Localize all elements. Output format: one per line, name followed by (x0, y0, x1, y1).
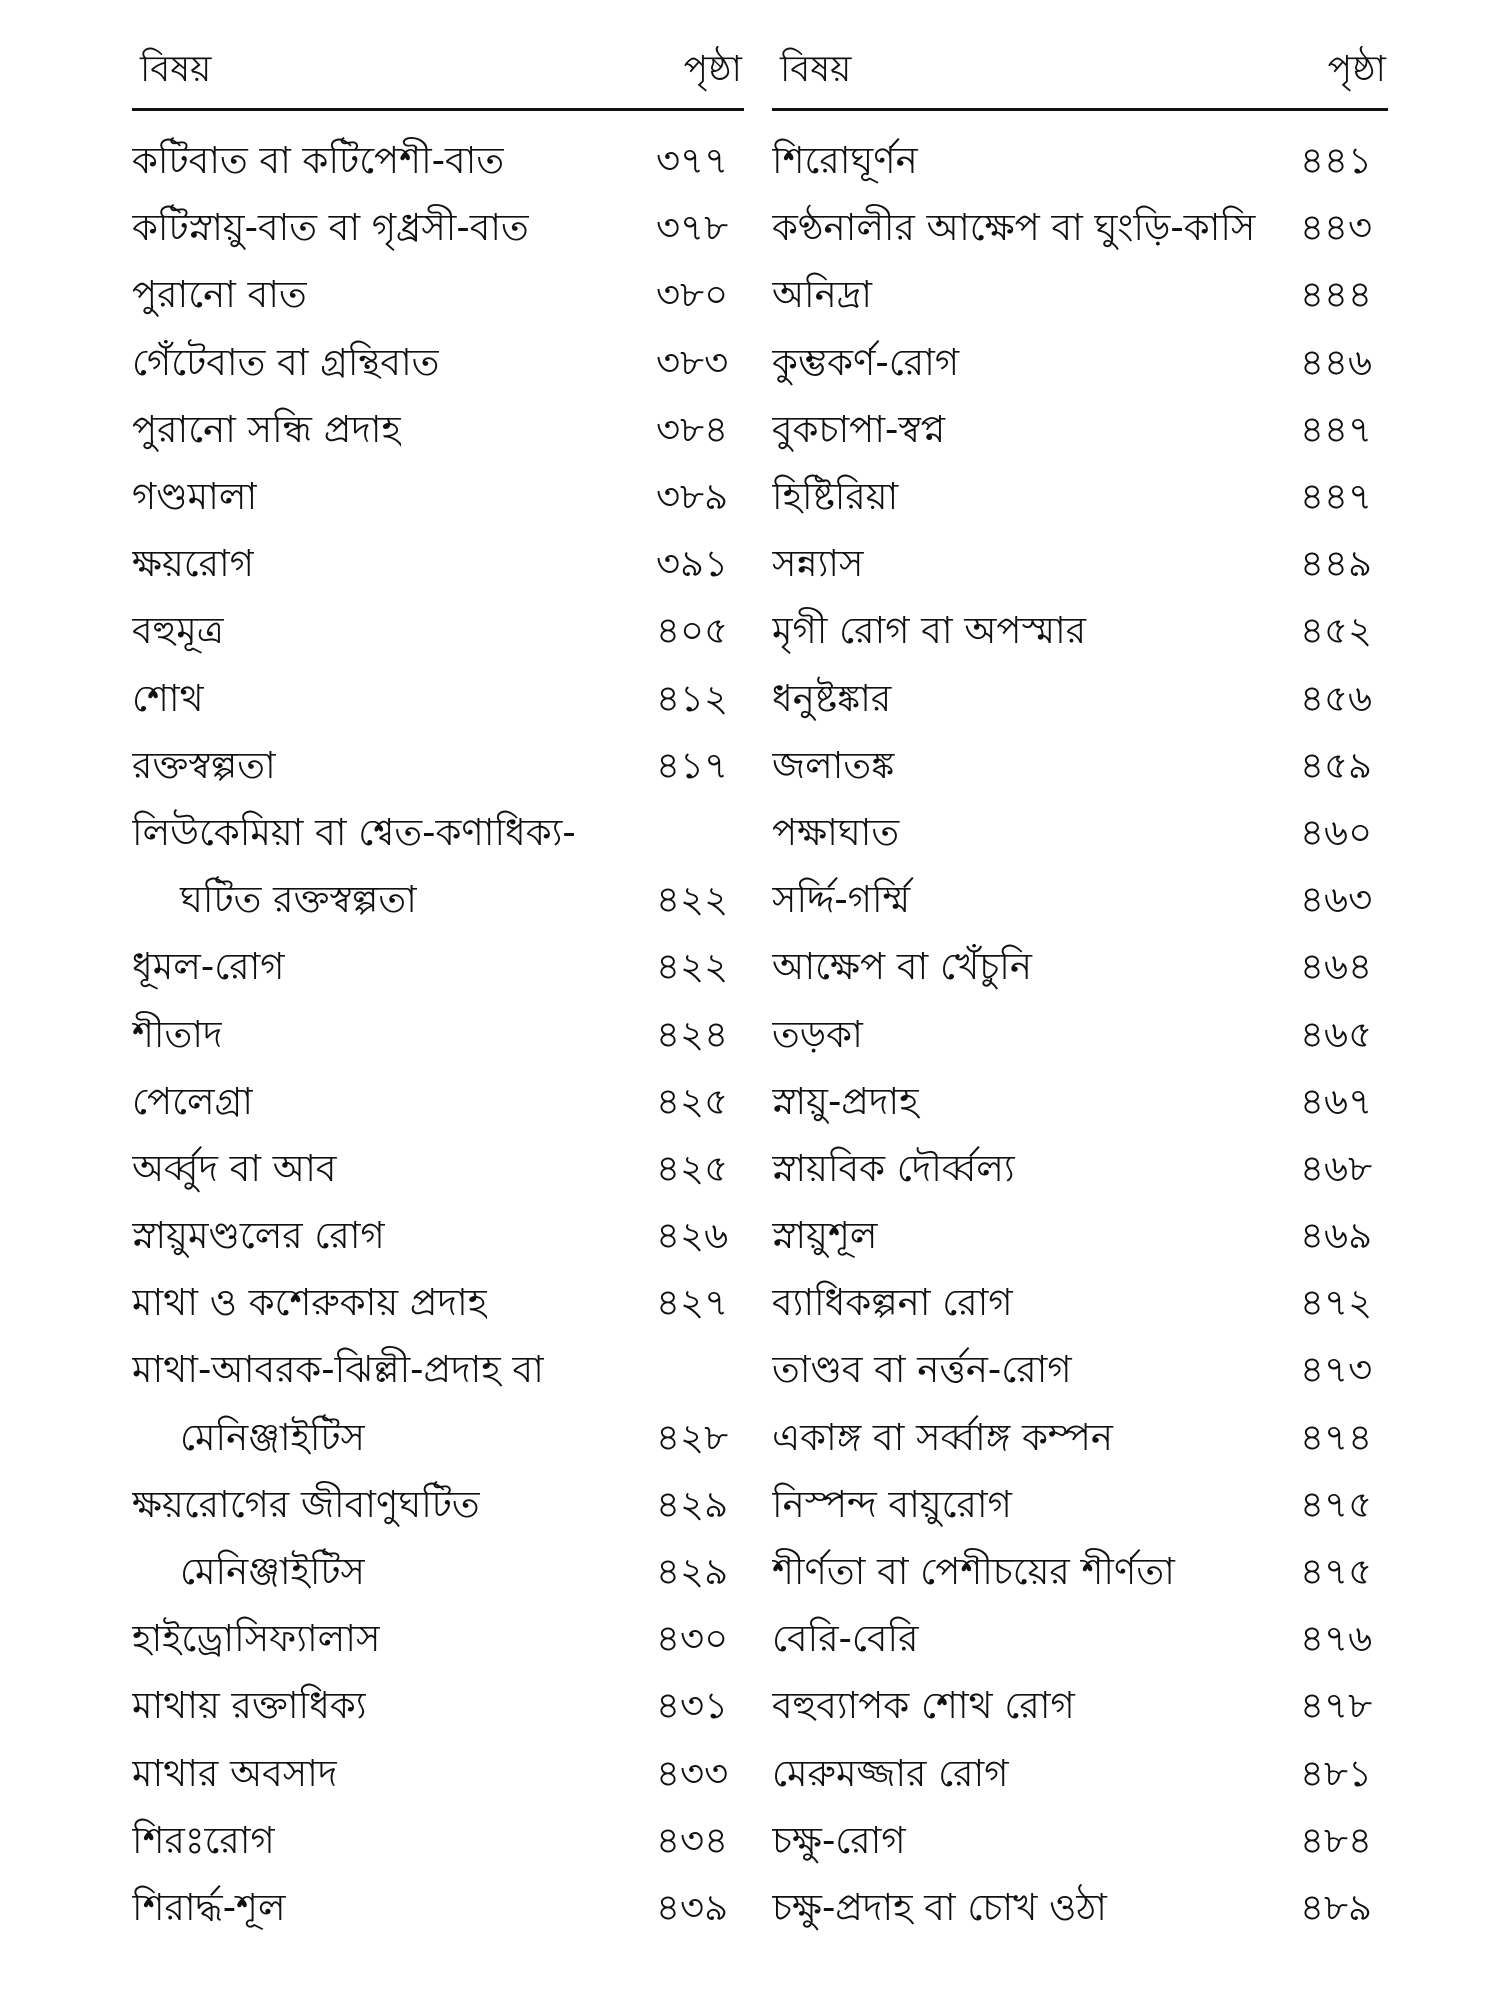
entry-page-number: ৪৭৫ (1300, 1482, 1373, 1526)
entry-page-number: ৩৮৯ (656, 475, 729, 519)
entry-title: শীতাদ (132, 1012, 223, 1056)
index-entry (772, 599, 1388, 666)
index-entry (132, 129, 744, 196)
entry-title: ধনুষ্টঙ্কার (772, 676, 892, 720)
entry-title: তাণ্ডব বা নর্ত্তন-রোগ (772, 1348, 1072, 1392)
header-rule (772, 108, 1388, 111)
entry-title: লিউকেমিয়া বা শ্বেত-কণাধিক্য- (132, 810, 576, 854)
entry-page-number: ৪৭৫ (1300, 1550, 1373, 1594)
entry-page-number: ৪৭৮ (1300, 1684, 1373, 1728)
entry-title: গণ্ডমালা (132, 475, 258, 519)
header-subject-label: বিষয় (140, 49, 212, 90)
entry-title: রক্তস্বল্পতা (132, 743, 276, 787)
entry-title: ধূমল-রোগ (132, 945, 285, 989)
entry-page-number: ৪৪৭ (1300, 475, 1373, 519)
entry-title: ব্যাধিকল্পনা রোগ (772, 1281, 1013, 1325)
entry-title: ঘটিত রক্তস্বল্পতা (180, 878, 417, 922)
index-entry (772, 1271, 1388, 1338)
index-entry (132, 1473, 744, 1540)
entry-list (132, 129, 744, 1943)
entry-title: মাথা ও কশেরুকায় প্রদাহ (132, 1281, 488, 1325)
entry-page-number: ৪১২ (656, 676, 729, 720)
entry-title: বুকচাপা-স্বপ্ন (772, 407, 946, 451)
entry-title: ক্ষয়রোগ (132, 542, 254, 586)
entry-page-number: ৪২২ (656, 878, 729, 922)
entry-page-number: ৪৭৪ (1300, 1415, 1373, 1459)
index-entry (772, 1002, 1388, 1069)
entry-title: কুম্ভকর্ণ-রোগ (772, 340, 960, 384)
entry-page-number: ৪০৫ (656, 609, 729, 653)
entry-page-number: ৩৮০ (656, 273, 729, 317)
index-entry (772, 331, 1388, 398)
entry-page-number: ৪৬০ (1300, 810, 1373, 854)
entry-title: চক্ষু-প্রদাহ বা চোখ ওঠা (772, 1885, 1107, 1929)
entry-title: স্নায়বিক দৌর্ব্বল্য (772, 1146, 1015, 1190)
entry-title: মৃগী রোগ বা অপস্মার (772, 609, 1087, 653)
entry-title: কণ্ঠনালীর আক্ষেপ বা ঘুংড়ি-কাসি (772, 206, 1256, 250)
entry-page-number: ৪৫২ (1300, 609, 1373, 653)
index-entry (132, 532, 744, 599)
entry-title: হিষ্টিরিয়া (772, 475, 899, 519)
index-entry (772, 868, 1388, 935)
index-entry (132, 1809, 744, 1876)
entry-page-number: ৪৪১ (1300, 139, 1373, 183)
entry-title: একাঙ্গ বা সর্ব্বাঙ্গ কম্পন (772, 1415, 1113, 1459)
index-entry (132, 734, 744, 801)
column-header (772, 40, 1388, 100)
entry-page-number: ৩৭৮ (656, 206, 729, 250)
index-entry (772, 1674, 1388, 1741)
entry-title: শোথ (132, 676, 204, 720)
index-entry (772, 129, 1388, 196)
index-entry (132, 1674, 744, 1741)
index-entry (772, 398, 1388, 465)
entry-page-number: ৪১৭ (656, 743, 729, 787)
index-entry (772, 1204, 1388, 1271)
index-entry (772, 734, 1388, 801)
entry-title: মাথা-আবরক-ঝিল্লী-প্রদাহ বা (132, 1348, 544, 1392)
entry-title: স্নায়ুশূল (772, 1214, 878, 1258)
entry-page-number: ৪২৯ (656, 1550, 729, 1594)
entry-title: মেরুমজ্জার রোগ (772, 1751, 1009, 1795)
entry-page-number: ৪৩৩ (656, 1751, 729, 1795)
index-entry (772, 1742, 1388, 1809)
entry-title: অনিদ্রা (772, 273, 873, 317)
entry-page-number: ৪৭২ (1300, 1281, 1373, 1325)
index-entry (132, 1540, 744, 1607)
index-entry (132, 667, 744, 734)
index-entry (132, 1070, 744, 1137)
entry-page-number: ৪৮৯ (1300, 1885, 1373, 1929)
entry-page-number: ৪৬৫ (1300, 1012, 1373, 1056)
entry-title: শিরোঘূর্ণন (772, 139, 918, 183)
column-header (132, 40, 744, 100)
entry-page-number: ৪২২ (656, 945, 729, 989)
index-entry (132, 263, 744, 330)
index-entry (132, 1876, 744, 1943)
entry-page-number: ৪৪৬ (1300, 340, 1373, 384)
entry-title: পেলেগ্রা (132, 1079, 254, 1123)
entry-page-number: ৪৪৯ (1300, 542, 1373, 586)
index-entry (132, 599, 744, 666)
index-entry (132, 1137, 744, 1204)
entry-title: মাথার অবসাদ (132, 1751, 338, 1795)
index-entry (772, 1607, 1388, 1674)
entry-title: চক্ষু-রোগ (772, 1818, 906, 1862)
index-entry (132, 1002, 744, 1069)
entry-page-number: ৪২৭ (656, 1281, 729, 1325)
entry-page-number: ৩৮৪ (656, 407, 729, 451)
entry-page-number: ৩৮৩ (656, 340, 729, 384)
index-entry (132, 331, 744, 398)
index-entry (772, 263, 1388, 330)
entry-page-number: ৪২৫ (656, 1079, 729, 1123)
entry-title: তড়কা (772, 1012, 863, 1056)
header-rule (132, 108, 744, 111)
entry-title: আক্ষেপ বা খেঁচুনি (772, 945, 1032, 989)
index-entry (772, 667, 1388, 734)
entry-title: মাথায় রক্তাধিক্য (132, 1684, 367, 1728)
entry-title: বহুব্যাপক শোথ রোগ (772, 1684, 1075, 1728)
entry-page-number: ৪৩০ (656, 1617, 729, 1661)
entry-page-number: ৪৪৭ (1300, 407, 1373, 451)
entry-page-number: ৪২৫ (656, 1146, 729, 1190)
index-entry (772, 935, 1388, 1002)
entry-title: শিরার্দ্ধ-শূল (132, 1885, 286, 1929)
entry-page-number: ৪৪৩ (1300, 206, 1373, 250)
entry-title: স্নায়ু-প্রদাহ (772, 1079, 919, 1123)
entry-page-number: ৪৩১ (656, 1684, 729, 1728)
index-entry (772, 532, 1388, 599)
index-entry (132, 465, 744, 532)
entry-page-number: ৪৫৯ (1300, 743, 1373, 787)
entry-title: অর্ব্বুদ বা আব (132, 1146, 337, 1190)
entry-title: স্নায়ুমণ্ডলের রোগ (132, 1214, 385, 1258)
entry-page-number: ৪২৪ (656, 1012, 729, 1056)
index-entry (132, 801, 744, 868)
entry-title: নিস্পন্দ বায়ুরোগ (772, 1482, 1012, 1526)
index-entry (772, 1070, 1388, 1137)
entry-title: সন্ন্যাস (772, 542, 864, 586)
index-entry (772, 1406, 1388, 1473)
index-entry (772, 1473, 1388, 1540)
index-entry (772, 1137, 1388, 1204)
entry-page-number: ৪৮৪ (1300, 1818, 1373, 1862)
index-entry (772, 801, 1388, 868)
entry-page-number: ৪৬৩ (1300, 878, 1373, 922)
entry-title: গেঁটেবাত বা গ্রন্থিবাত (132, 340, 440, 384)
entry-title: বহুমূত্র (132, 609, 224, 653)
entry-page-number: ৪৬৭ (1300, 1079, 1373, 1123)
index-entry (132, 868, 744, 935)
index-entry (772, 196, 1388, 263)
entry-title: হাইড্রোসিফ্যালাস (132, 1617, 381, 1661)
entry-title: বেরি-বেরি (772, 1617, 919, 1661)
entry-title: পক্ষাঘাত (772, 810, 900, 854)
entry-page-number: ৪৫৬ (1300, 676, 1373, 720)
index-entry (132, 1338, 744, 1405)
entry-page-number: ৪২৮ (656, 1415, 729, 1459)
index-column-right (772, 40, 1388, 1943)
index-entry (132, 398, 744, 465)
entry-page-number: ৪৮১ (1300, 1751, 1373, 1795)
entry-page-number: ৪২৬ (656, 1214, 729, 1258)
entry-page-number: ৩৭৭ (656, 139, 729, 183)
index-entry (132, 1406, 744, 1473)
index-entry (132, 935, 744, 1002)
header-page-label: পৃষ্ঠা (683, 49, 742, 90)
entry-page-number: ৪২৯ (656, 1482, 729, 1526)
index-entry (132, 1607, 744, 1674)
index-entry (132, 1742, 744, 1809)
index-entry (772, 1809, 1388, 1876)
entry-title: পুরানো বাত (132, 273, 307, 317)
entry-page-number: ৪৩৪ (656, 1818, 729, 1862)
entry-title: জলাতঙ্ক (772, 743, 895, 787)
entry-title: মেনিঞ্জাইটিস (180, 1415, 366, 1459)
entry-page-number: ৪৭৩ (1300, 1348, 1373, 1392)
entry-page-number: ৪৬৪ (1300, 945, 1373, 989)
index-entry (772, 1540, 1388, 1607)
index-entry (772, 1338, 1388, 1405)
entry-title: কটিবাত বা কটিপেশী-বাত (132, 139, 505, 183)
entry-title: শীর্ণতা বা পেশীচয়ের শীর্ণতা (772, 1550, 1175, 1594)
entry-page-number: ৪৬৮ (1300, 1146, 1373, 1190)
index-entry (772, 465, 1388, 532)
header-subject-label: বিষয় (780, 49, 852, 90)
entry-title: মেনিঞ্জাইটিস (180, 1550, 366, 1594)
entry-list (772, 129, 1388, 1943)
entry-page-number: ৪৭৬ (1300, 1617, 1373, 1661)
entry-page-number: ৪৪৪ (1300, 273, 1373, 317)
header-page-label: পৃষ্ঠা (1327, 49, 1386, 90)
index-entry (132, 196, 744, 263)
entry-title: পুরানো সন্ধি প্রদাহ (132, 407, 401, 451)
entry-title: শিরঃরোগ (132, 1818, 275, 1862)
entry-page-number: ৪৬৯ (1300, 1214, 1373, 1258)
entry-page-number: ৪৩৯ (656, 1885, 729, 1929)
entry-page-number: ৩৯১ (656, 542, 729, 586)
entry-title: কটিস্নায়ু-বাত বা গৃধ্রসী-বাত (132, 206, 529, 250)
entry-title: সর্দ্দি-গর্ম্মি (772, 878, 911, 922)
index-entry (772, 1876, 1388, 1943)
entry-title: ক্ষয়রোগের জীবাণুঘটিত (132, 1482, 480, 1526)
index-entry (132, 1204, 744, 1271)
index-entry (132, 1271, 744, 1338)
index-column-left (132, 40, 744, 1943)
